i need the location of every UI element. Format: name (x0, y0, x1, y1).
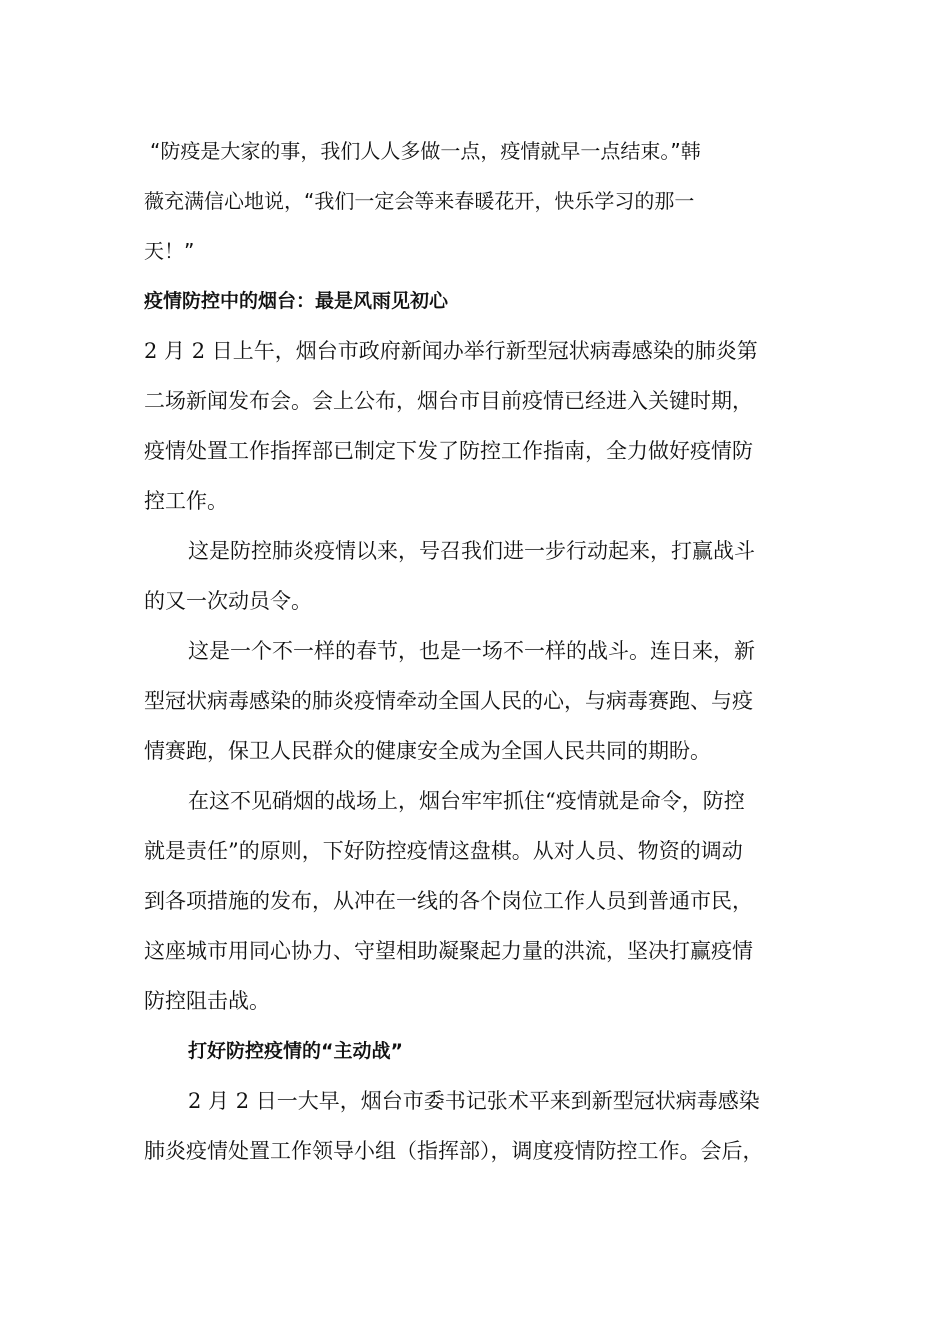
quote-line-2: 薇充满信心地说，“我们一定会等来春暖花开，快乐学习的那一 (144, 189, 695, 213)
paragraph-3-line-1: 这是一个不一样的春节，也是一场不一样的战斗。连日来，新 (188, 639, 755, 663)
paragraph-1-line-4: 控工作。 (144, 489, 228, 513)
section-heading: 疫情防控中的烟台：最是风雨见初心 (144, 290, 449, 312)
closing-line-1: 2 月 2 日一大早，烟台市委书记张术平来到新型冠状病毒感染 (188, 1089, 760, 1113)
paragraph-1-line-1: 2 月 2 日上午，烟台市政府新闻办举行新型冠状病毒感染的肺炎第 (144, 339, 758, 363)
paragraph-2-line-1: 这是防控肺炎疫情以来，号召我们进一步行动起来，打赢战斗 (188, 539, 755, 563)
paragraph-4-line-4: 这座城市用同心协力、守望相助凝聚起力量的洪流，坚决打赢疫情 (144, 939, 753, 963)
paragraph-3-line-3: 情赛跑，保卫人民群众的健康安全成为全国人民共同的期盼。 (144, 739, 711, 763)
paragraph-2-line-2: 的又一次动员令。 (144, 589, 312, 613)
closing-line-2: 肺炎疫情处置工作领导小组（指挥部），调度疫情防控工作。会后， (144, 1139, 764, 1163)
paragraph-4-line-2: 就是责任”的原则，下好防控疫情这盘棋。从对人员、物资的调动 (144, 839, 743, 863)
paragraph-4-line-1: 在这不见硝烟的战场上，烟台牢牢抓住“疫情就是命令，防控 (188, 789, 745, 813)
quote-line-1: “防疫是大家的事，我们人人多做一点，疫情就早一点结束。”韩 (150, 139, 701, 163)
quote-line-3: 天！” (144, 239, 195, 263)
paragraph-4-line-5: 防控阻击战。 (144, 989, 270, 1013)
paragraph-1-line-3: 疫情处置工作指挥部已制定下发了防控工作指南，全力做好疫情防 (144, 439, 753, 463)
subheading: 打好防控疫情的“主动战” (188, 1040, 403, 1062)
paragraph-3-line-2: 型冠状病毒感染的肺炎疫情牵动全国人民的心，与病毒赛跑、与疫 (144, 689, 753, 713)
paragraph-1-line-2: 二场新闻发布会。会上公布，烟台市目前疫情已经进入关键时期， (144, 389, 753, 413)
paragraph-4-line-3: 到各项措施的发布，从冲在一线的各个岗位工作人员到普通市民， (144, 889, 753, 913)
